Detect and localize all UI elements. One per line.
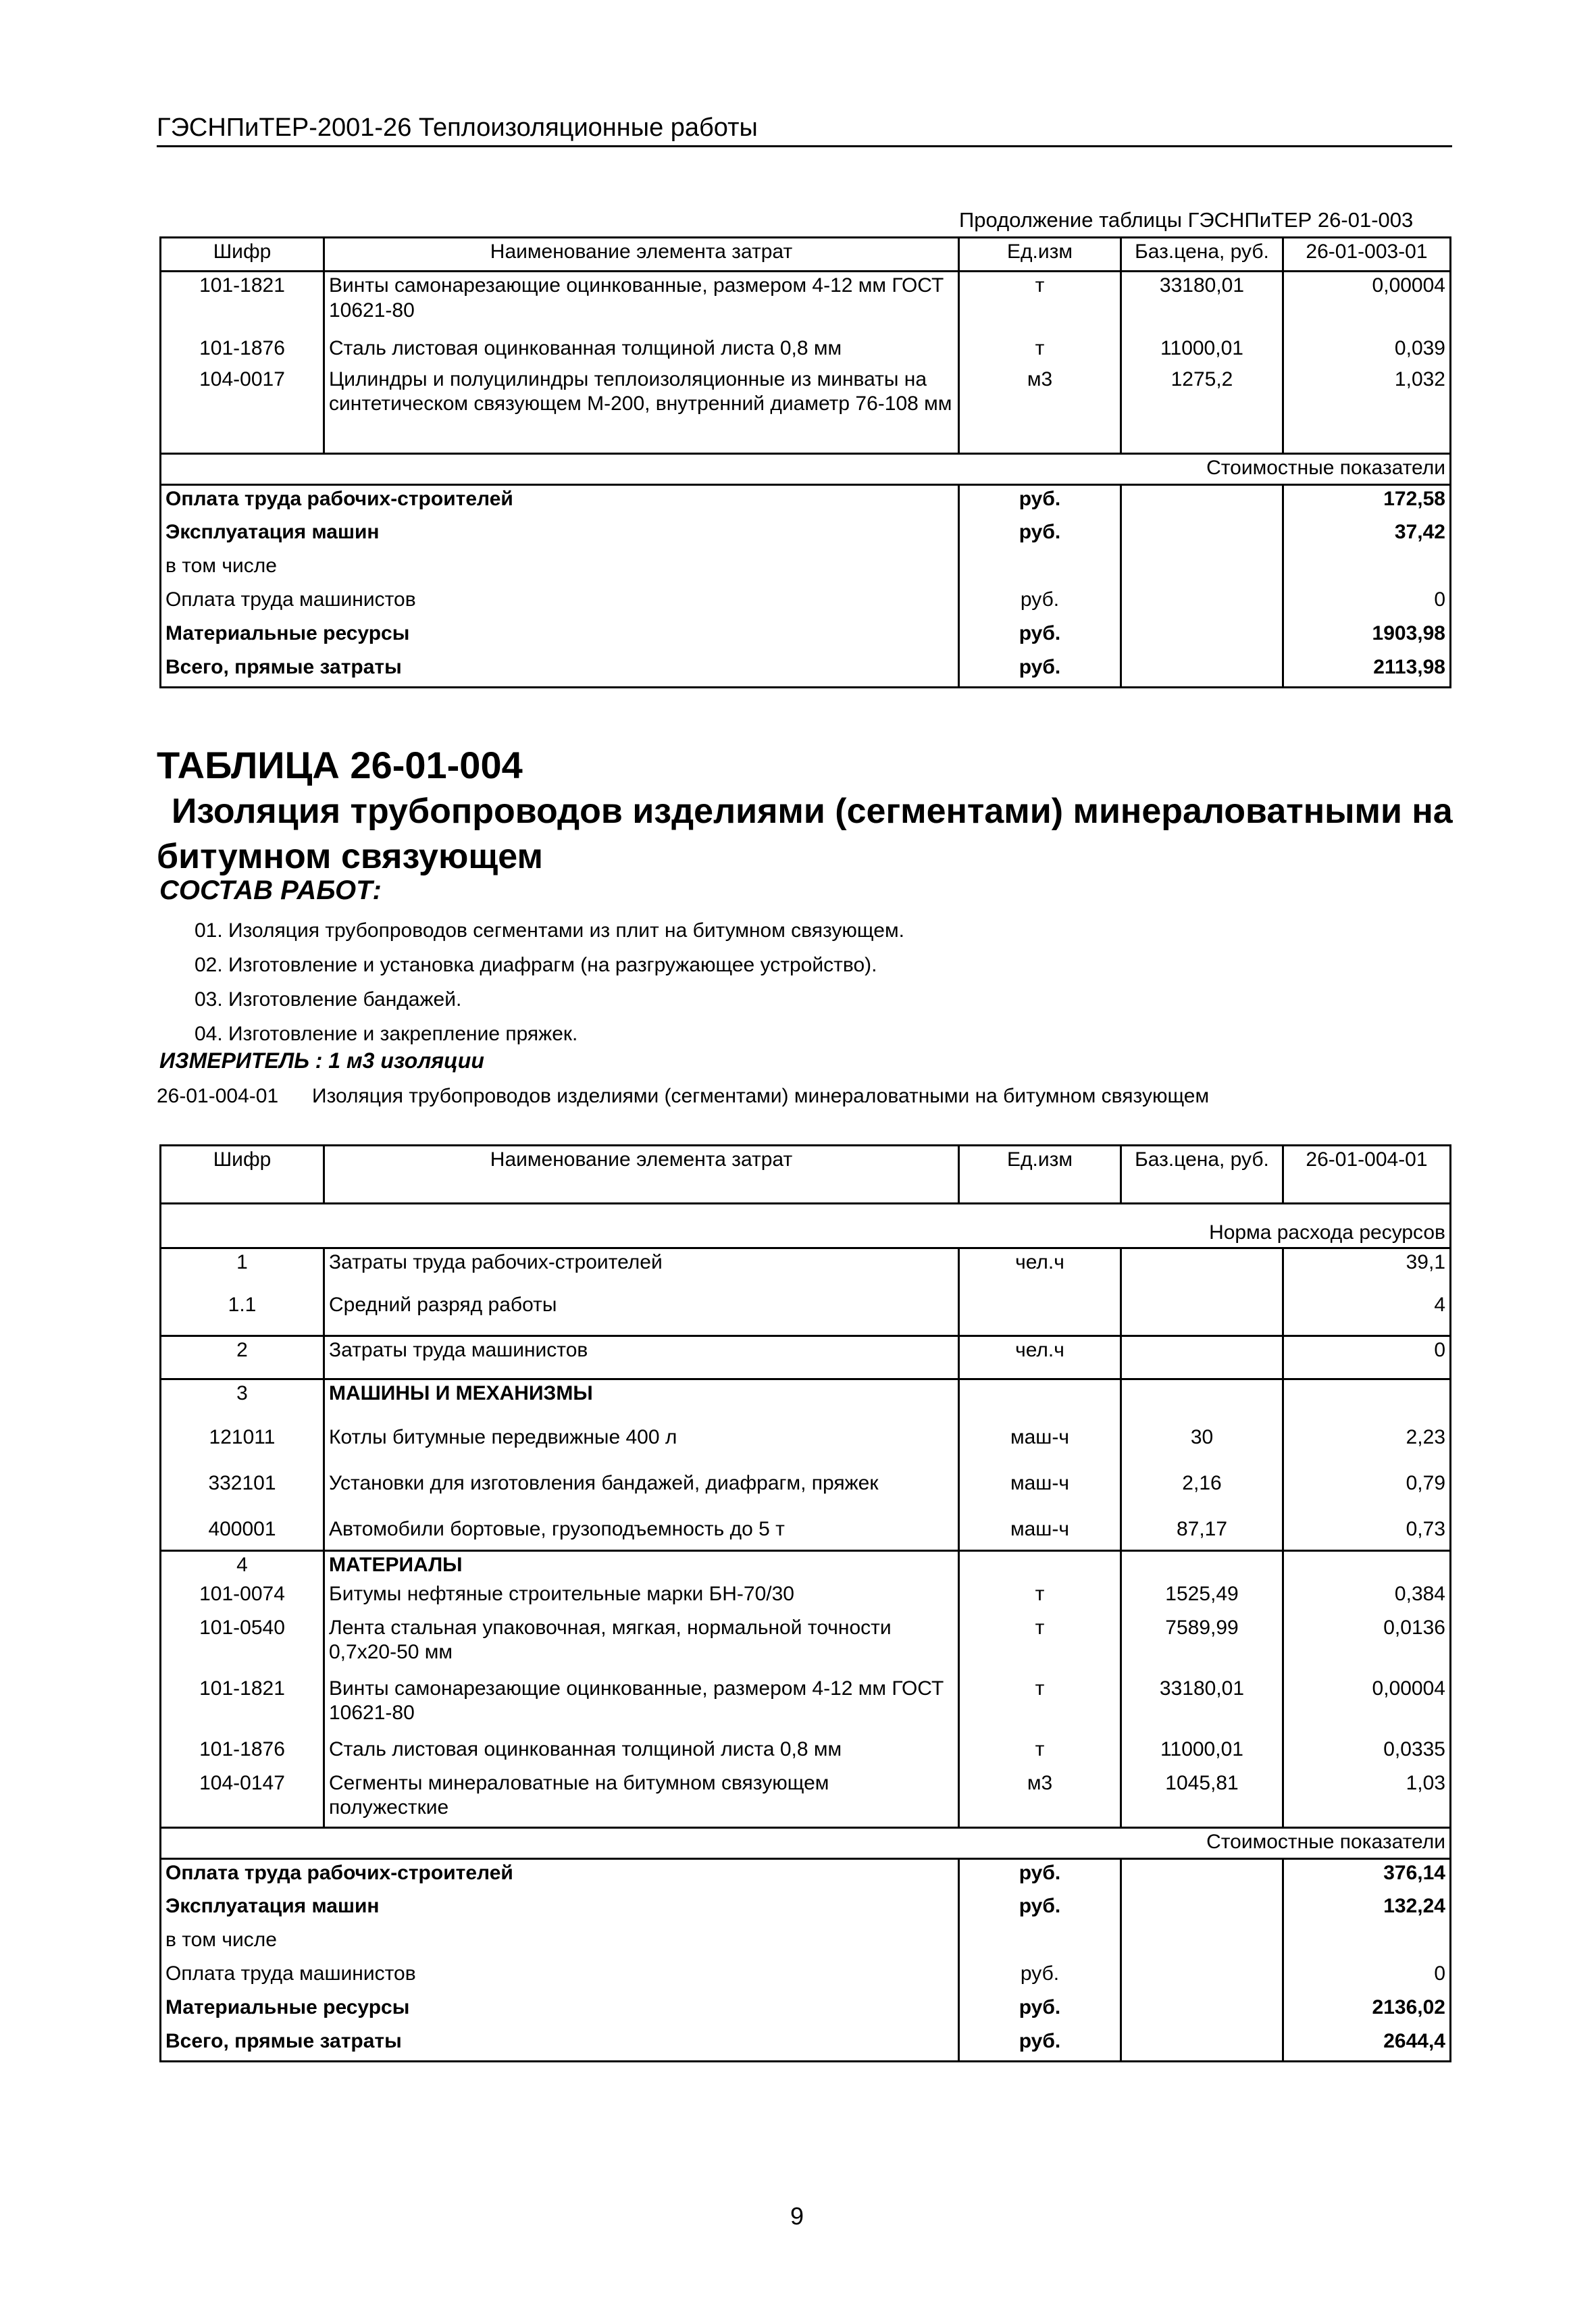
row-unit: м3: [959, 1770, 1121, 1828]
header-price: Баз.цена, руб.: [1121, 238, 1283, 272]
works-heading: СОСТАВ РАБОТ:: [159, 875, 382, 905]
row-code: 101-0074: [161, 1581, 324, 1615]
summary-unit: [959, 553, 1121, 586]
row-name: Сталь листовая оцинкованная толщиной листа 0,8 мм: [324, 1736, 959, 1770]
summary-value: 2136,02: [1283, 1994, 1451, 2028]
row-code: 101-1876: [161, 1736, 324, 1770]
cost-indicators-label: Стоимостные показатели: [161, 1828, 1451, 1859]
header-code: Шифр: [161, 1146, 324, 1204]
row-name: МАТЕРИАЛЫ: [324, 1551, 959, 1581]
summary-row: [161, 1927, 1451, 1960]
table-row: [161, 1470, 1451, 1516]
row-price: 1275,2: [1121, 366, 1283, 454]
row-unit: т: [959, 272, 1121, 335]
table-row: [161, 1551, 1451, 1581]
summary-value: 1903,98: [1283, 620, 1451, 654]
row-code: 4: [161, 1551, 324, 1581]
table-row: [161, 1516, 1451, 1551]
row-unit: маш-ч: [959, 1516, 1121, 1551]
table-row: [161, 1615, 1451, 1675]
row-value: 0,00004: [1283, 1675, 1451, 1736]
row-price: 1525,49: [1121, 1581, 1283, 1615]
row-name: Котлы битумные передвижные 400 л: [324, 1424, 959, 1470]
norm-line: [157, 1085, 1209, 1108]
summary-unit: руб.: [959, 654, 1121, 688]
row-name: Средний разряд работы: [324, 1292, 959, 1336]
summary-row: [161, 2028, 1451, 2062]
norm-code: 26-01-004-01: [157, 1085, 279, 1107]
row-code: 101-1821: [161, 272, 324, 335]
table-row: [161, 1424, 1451, 1470]
table-row: [161, 1292, 1451, 1336]
row-unit: [959, 1551, 1121, 1581]
page-header: ГЭСНПиТЕР-2001-26 Теплоизоляционные работы: [157, 113, 1452, 147]
table-26-01-004: [159, 1144, 1451, 2062]
summary-unit: руб.: [959, 1893, 1121, 1927]
work-item: 04. Изготовление и закрепление пряжек.: [195, 1023, 578, 1045]
row-price: [1121, 1551, 1283, 1581]
row-code: 101-0540: [161, 1615, 324, 1675]
row-value: [1283, 1551, 1451, 1581]
summary-row: [161, 1994, 1451, 2028]
row-name: Лента стальная упаковочная, мягкая, нормальной точности 0,7х20-50 мм: [324, 1615, 959, 1675]
row-code: 1.1: [161, 1292, 324, 1336]
row-unit: маш-ч: [959, 1470, 1121, 1516]
row-price: [1121, 1379, 1283, 1424]
row-unit: [959, 1379, 1121, 1424]
page-number: 9: [790, 2202, 804, 2230]
summary-value: 0: [1283, 1960, 1451, 1994]
row-name: Автомобили бортовые, грузоподъемность до 5 т: [324, 1516, 959, 1551]
row-price: 87,17: [1121, 1516, 1283, 1551]
table-row: [161, 335, 1451, 366]
summary-value: [1283, 1927, 1451, 1960]
row-name: Затраты труда машинистов: [324, 1336, 959, 1379]
row-code: 2: [161, 1336, 324, 1379]
row-price: [1121, 1336, 1283, 1379]
row-name: Сталь листовая оцинкованная толщиной листа 0,8 мм: [324, 335, 959, 366]
row-unit: т: [959, 1581, 1121, 1615]
row-price: 11000,01: [1121, 335, 1283, 366]
row-unit: т: [959, 1675, 1121, 1736]
continuation-caption: Продолжение таблицы ГЭСНПиТЕР 26-01-003: [959, 208, 1414, 232]
row-name: Битумы нефтяные строительные марки БН-70/30: [324, 1581, 959, 1615]
row-value: 0,0335: [1283, 1736, 1451, 1770]
row-unit: чел.ч: [959, 1248, 1121, 1292]
row-value: 1,032: [1283, 366, 1451, 454]
table-row: [161, 366, 1451, 454]
row-name: Винты самонарезающие оцинкованные, размером 4-12 мм ГОСТ 10621-80: [324, 1675, 959, 1736]
summary-unit: руб.: [959, 519, 1121, 553]
summary-name: Всего, прямые затраты: [161, 2028, 959, 2062]
row-price: 1045,81: [1121, 1770, 1283, 1828]
summary-name: Оплата труда рабочих-строителей: [161, 485, 959, 519]
header-norm: 26-01-004-01: [1283, 1146, 1451, 1204]
summary-value: 172,58: [1283, 485, 1451, 519]
row-name: Цилиндры и полуцилиндры теплоизоляционные из минваты на синтетическом связующем М-200, внутренний диаметр 76-108 мм: [324, 366, 959, 454]
table-row: [161, 1248, 1451, 1292]
summary-unit: руб.: [959, 485, 1121, 519]
summary-row: [161, 654, 1451, 688]
row-price: 33180,01: [1121, 272, 1283, 335]
summary-row: [161, 1960, 1451, 1994]
row-code: 101-1876: [161, 335, 324, 366]
summary-value: 2644,4: [1283, 2028, 1451, 2062]
summary-name: Эксплуатация машин: [161, 519, 959, 553]
norm-name: Изоляция трубопроводов изделиями (сегментами) минераловатными на битумном связующем: [312, 1085, 1210, 1107]
table-26-01-003-continuation: [159, 236, 1451, 688]
table-row: [161, 1736, 1451, 1770]
row-price: [1121, 1248, 1283, 1292]
row-unit: т: [959, 335, 1121, 366]
summary-unit: руб.: [959, 2028, 1121, 2062]
row-code: 1: [161, 1248, 324, 1292]
table-row: [161, 1675, 1451, 1736]
summary-name: в том числе: [161, 1927, 959, 1960]
table-title: ТАБЛИЦА 26-01-004: [157, 744, 523, 786]
work-item: 02. Изготовление и установка диафрагм (на разгружающее устройство).: [195, 954, 877, 976]
table-row: [161, 1336, 1451, 1379]
summary-value: 132,24: [1283, 1893, 1451, 1927]
row-unit: м3: [959, 366, 1121, 454]
summary-unit: руб.: [959, 620, 1121, 654]
summary-row: [161, 519, 1451, 553]
row-price: 2,16: [1121, 1470, 1283, 1516]
table-row: [161, 1770, 1451, 1828]
row-value: 0,00004: [1283, 272, 1451, 335]
row-unit: чел.ч: [959, 1336, 1121, 1379]
summary-value: 376,14: [1283, 1859, 1451, 1893]
row-code: 332101: [161, 1470, 324, 1516]
summary-name: Оплата труда машинистов: [161, 586, 959, 620]
row-value: 1,03: [1283, 1770, 1451, 1828]
table-subtitle: Изоляция трубопроводов изделиями (сегментами) минераловатными на битумном связующем: [157, 792, 1453, 876]
row-name: Винты самонарезающие оцинкованные, размером 4-12 мм ГОСТ 10621-80: [324, 272, 959, 335]
table-row: [161, 272, 1451, 335]
measure-unit: ИЗМЕРИТЕЛЬ : 1 м3 изоляции: [159, 1048, 484, 1073]
summary-name: Оплата труда рабочих-строителей: [161, 1859, 959, 1893]
row-unit: [959, 1292, 1121, 1336]
row-price: [1121, 1292, 1283, 1336]
summary-row: [161, 485, 1451, 519]
summary-row: [161, 1893, 1451, 1927]
header-code: Шифр: [161, 238, 324, 272]
header-norm: 26-01-003-01: [1283, 238, 1451, 272]
summary-value: 0: [1283, 586, 1451, 620]
row-value: 0,73: [1283, 1516, 1451, 1551]
summary-name: в том числе: [161, 553, 959, 586]
row-value: 39,1: [1283, 1248, 1451, 1292]
summary-value: [1283, 553, 1451, 586]
summary-row: [161, 586, 1451, 620]
summary-value: 37,42: [1283, 519, 1451, 553]
cost-indicators-label: Стоимостные показатели: [161, 454, 1451, 485]
row-value: 0,039: [1283, 335, 1451, 366]
header-name: Наименование элемента затрат: [324, 238, 959, 272]
row-value: 4: [1283, 1292, 1451, 1336]
resource-norm-label: Норма расхода ресурсов: [161, 1204, 1451, 1248]
row-unit: маш-ч: [959, 1424, 1121, 1470]
summary-name: Всего, прямые затраты: [161, 654, 959, 688]
row-name: Сегменты минераловатные на битумном связующем полужесткие: [324, 1770, 959, 1828]
summary-row: [161, 553, 1451, 586]
summary-value: 2113,98: [1283, 654, 1451, 688]
work-item: 03. Изготовление бандажей.: [195, 988, 462, 1011]
row-value: 0,79: [1283, 1470, 1451, 1516]
summary-unit: руб.: [959, 1960, 1121, 1994]
header-unit: Ед.изм: [959, 238, 1121, 272]
row-price: 33180,01: [1121, 1675, 1283, 1736]
summary-unit: [959, 1927, 1121, 1960]
row-code: 400001: [161, 1516, 324, 1551]
summary-unit: руб.: [959, 1994, 1121, 2028]
row-name: Затраты труда рабочих-строителей: [324, 1248, 959, 1292]
row-unit: т: [959, 1736, 1121, 1770]
header-name: Наименование элемента затрат: [324, 1146, 959, 1204]
header-price: Баз.цена, руб.: [1121, 1146, 1283, 1204]
row-price: 11000,01: [1121, 1736, 1283, 1770]
row-name: МАШИНЫ И МЕХАНИЗМЫ: [324, 1379, 959, 1424]
table-row: [161, 1581, 1451, 1615]
row-price: 30: [1121, 1424, 1283, 1470]
row-value: [1283, 1379, 1451, 1424]
row-value: 0,0136: [1283, 1615, 1451, 1675]
row-code: 121011: [161, 1424, 324, 1470]
row-unit: т: [959, 1615, 1121, 1675]
row-code: 3: [161, 1379, 324, 1424]
summary-unit: руб.: [959, 1859, 1121, 1893]
row-value: 2,23: [1283, 1424, 1451, 1470]
summary-name: Оплата труда машинистов: [161, 1960, 959, 1994]
work-item: 01. Изоляция трубопроводов сегментами из плит на битумном связующем.: [195, 919, 904, 942]
summary-row: [161, 620, 1451, 654]
summary-name: Материальные ресурсы: [161, 1994, 959, 2028]
summary-name: Эксплуатация машин: [161, 1893, 959, 1927]
summary-unit: руб.: [959, 586, 1121, 620]
summary-row: [161, 1859, 1451, 1893]
row-price: 7589,99: [1121, 1615, 1283, 1675]
row-code: 104-0017: [161, 366, 324, 454]
row-value: 0: [1283, 1336, 1451, 1379]
row-value: 0,384: [1283, 1581, 1451, 1615]
works-list: [195, 913, 904, 1051]
summary-name: Материальные ресурсы: [161, 620, 959, 654]
row-code: 101-1821: [161, 1675, 324, 1736]
header-unit: Ед.изм: [959, 1146, 1121, 1204]
row-code: 104-0147: [161, 1770, 324, 1828]
table-row: [161, 1379, 1451, 1424]
row-name: Установки для изготовления бандажей, диафрагм, пряжек: [324, 1470, 959, 1516]
